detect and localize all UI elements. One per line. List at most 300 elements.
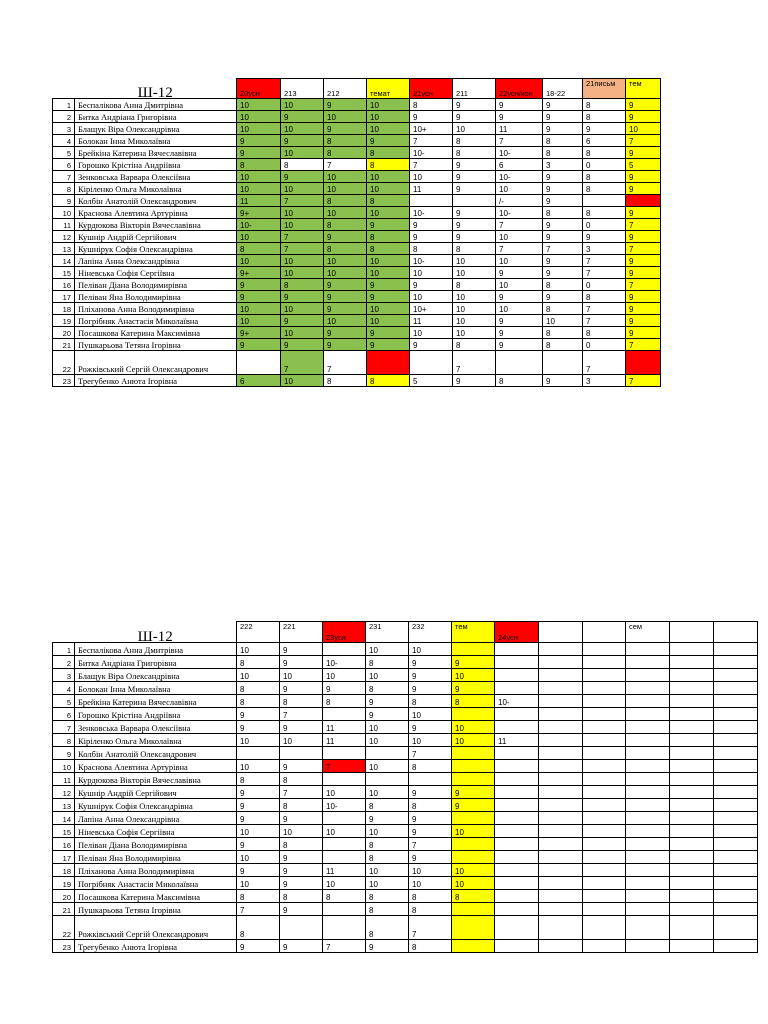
grade-cell[interactable] bbox=[670, 708, 714, 721]
grade-cell[interactable]: 8 bbox=[281, 159, 324, 171]
column-header[interactable]: 21письм bbox=[583, 79, 626, 99]
grade-cell[interactable]: 9 bbox=[626, 111, 661, 123]
row-number[interactable]: 18 bbox=[53, 303, 75, 315]
grade-cell[interactable]: 8 bbox=[583, 111, 626, 123]
grade-cell[interactable]: 8 bbox=[366, 916, 409, 940]
grade-cell[interactable] bbox=[495, 747, 539, 760]
grade-cell[interactable]: 9 bbox=[367, 339, 410, 351]
grade-cell[interactable] bbox=[495, 877, 539, 890]
row-number[interactable]: 6 bbox=[53, 159, 75, 171]
grade-cell[interactable] bbox=[626, 734, 670, 747]
grade-cell[interactable]: 10- bbox=[496, 207, 543, 219]
grade-cell[interactable]: 11 bbox=[496, 123, 543, 135]
grade-cell[interactable] bbox=[670, 890, 714, 903]
grade-cell[interactable]: 10 bbox=[410, 267, 453, 279]
grade-cell[interactable]: 9 bbox=[452, 786, 495, 799]
grade-cell[interactable]: 8 bbox=[280, 890, 323, 903]
grade-cell[interactable] bbox=[670, 656, 714, 669]
grade-cell[interactable]: 9 bbox=[410, 279, 453, 291]
column-header[interactable]: 21усн bbox=[410, 79, 453, 99]
row-number[interactable]: 23 bbox=[53, 375, 75, 387]
grade-cell[interactable] bbox=[539, 799, 583, 812]
row-number[interactable]: 19 bbox=[53, 315, 75, 327]
grade-cell[interactable] bbox=[539, 877, 583, 890]
student-name[interactable]: Погрібняк Анастасія Миколаївна bbox=[75, 315, 237, 327]
grade-cell[interactable]: 10 bbox=[323, 877, 366, 890]
grade-cell[interactable]: 10- bbox=[410, 207, 453, 219]
row-number[interactable]: 8 bbox=[53, 183, 75, 195]
grade-cell[interactable]: 9 bbox=[409, 851, 452, 864]
grade-cell[interactable]: 10 bbox=[237, 99, 281, 111]
grade-cell[interactable]: 10 bbox=[237, 231, 281, 243]
student-name[interactable]: Краснова Алевтина Артурівна bbox=[75, 760, 237, 773]
grade-cell[interactable]: 8 bbox=[496, 375, 543, 387]
grade-cell[interactable] bbox=[626, 656, 670, 669]
student-name[interactable]: Блащук Віра Олександрівна bbox=[75, 123, 237, 135]
grade-cell[interactable] bbox=[539, 838, 583, 851]
row-number[interactable]: 17 bbox=[53, 851, 75, 864]
grade-cell[interactable]: 9 bbox=[237, 838, 280, 851]
student-name[interactable]: Беспалікова Анна Дмитрівна bbox=[75, 643, 237, 656]
row-number[interactable]: 7 bbox=[53, 721, 75, 734]
grade-cell[interactable] bbox=[323, 747, 366, 760]
grade-cell[interactable]: 9 bbox=[280, 851, 323, 864]
grade-cell[interactable]: 9 bbox=[453, 159, 496, 171]
grade-cell[interactable]: 8 bbox=[543, 147, 583, 159]
grade-cell[interactable] bbox=[626, 669, 670, 682]
grade-cell[interactable]: 9 bbox=[543, 99, 583, 111]
grade-cell[interactable]: 10 bbox=[409, 643, 452, 656]
grade-cell[interactable]: 9 bbox=[626, 315, 661, 327]
grade-cell[interactable]: 9 bbox=[366, 812, 409, 825]
grade-cell[interactable]: 9 bbox=[583, 231, 626, 243]
grade-cell[interactable]: 8 bbox=[366, 851, 409, 864]
grade-cell[interactable]: 9 bbox=[453, 171, 496, 183]
row-number[interactable]: 7 bbox=[53, 171, 75, 183]
student-name[interactable]: Болокан Інна Миколаївна bbox=[75, 135, 237, 147]
grade-cell[interactable]: 10 bbox=[496, 231, 543, 243]
grade-cell[interactable] bbox=[539, 760, 583, 773]
grade-cell[interactable]: 10 bbox=[367, 315, 410, 327]
grade-cell[interactable] bbox=[626, 877, 670, 890]
grade-cell[interactable]: 9 bbox=[237, 291, 281, 303]
grade-cell[interactable]: 10- bbox=[410, 255, 453, 267]
grade-cell[interactable] bbox=[495, 864, 539, 877]
grade-cell[interactable]: 9 bbox=[237, 147, 281, 159]
grade-cell[interactable]: 10- bbox=[323, 799, 366, 812]
grade-cell[interactable]: 8 bbox=[367, 159, 410, 171]
grade-cell[interactable]: 5 bbox=[626, 159, 661, 171]
grade-cell[interactable]: 8 bbox=[324, 219, 367, 231]
grade-cell[interactable]: 9 bbox=[323, 682, 366, 695]
grade-cell[interactable] bbox=[714, 669, 758, 682]
row-number[interactable]: 13 bbox=[53, 243, 75, 255]
grade-cell[interactable]: 10 bbox=[237, 760, 280, 773]
grade-cell[interactable]: 10 bbox=[409, 708, 452, 721]
row-number[interactable]: 22 bbox=[53, 351, 75, 375]
grade-cell[interactable]: 10 bbox=[409, 877, 452, 890]
grade-cell[interactable] bbox=[714, 682, 758, 695]
grade-cell[interactable] bbox=[539, 695, 583, 708]
grade-cell[interactable] bbox=[626, 838, 670, 851]
grade-cell[interactable]: 8 bbox=[410, 99, 453, 111]
column-header[interactable]: 232 bbox=[409, 622, 452, 643]
student-name[interactable]: Кіріленко Ольга Миколаївна bbox=[75, 183, 237, 195]
student-name[interactable]: Трегубенко Анюта Ігорівна bbox=[75, 375, 237, 387]
row-number[interactable]: 12 bbox=[53, 231, 75, 243]
grade-cell[interactable]: 7 bbox=[281, 243, 324, 255]
column-header[interactable]: 221 bbox=[280, 622, 323, 643]
grade-cell[interactable]: 8 bbox=[237, 890, 280, 903]
row-number[interactable]: 14 bbox=[53, 255, 75, 267]
grade-cell[interactable] bbox=[714, 877, 758, 890]
grade-cell[interactable]: 9 bbox=[366, 940, 409, 953]
grade-cell[interactable]: 10 bbox=[410, 327, 453, 339]
grade-cell[interactable] bbox=[583, 786, 626, 799]
grade-cell[interactable]: 10 bbox=[453, 327, 496, 339]
grade-cell[interactable]: 8 bbox=[237, 682, 280, 695]
grade-cell[interactable]: 7 bbox=[496, 243, 543, 255]
grade-cell[interactable]: 10 bbox=[367, 303, 410, 315]
grade-cell[interactable] bbox=[543, 351, 583, 375]
row-number[interactable]: 1 bbox=[53, 643, 75, 656]
grade-cell[interactable]: 10 bbox=[366, 760, 409, 773]
grade-cell[interactable]: 9 bbox=[543, 183, 583, 195]
grade-cell[interactable]: 9+ bbox=[237, 207, 281, 219]
grade-cell[interactable]: 7 bbox=[583, 255, 626, 267]
student-name[interactable]: Горошко Крістіна Андріївна bbox=[75, 159, 237, 171]
grade-cell[interactable] bbox=[323, 708, 366, 721]
grade-cell[interactable]: 9 bbox=[324, 99, 367, 111]
student-name[interactable]: Зенковська Варвара Олексіївна bbox=[75, 171, 237, 183]
grade-cell[interactable] bbox=[626, 864, 670, 877]
grade-cell[interactable]: 10 bbox=[496, 279, 543, 291]
grade-cell[interactable]: 3 bbox=[583, 243, 626, 255]
grade-cell[interactable]: 0 bbox=[583, 159, 626, 171]
grade-cell[interactable]: 10 bbox=[367, 111, 410, 123]
grade-cell[interactable] bbox=[452, 916, 495, 940]
grade-cell[interactable]: 7 bbox=[626, 279, 661, 291]
grade-cell[interactable]: 10 bbox=[280, 734, 323, 747]
student-name[interactable]: Посашкова Катерина Максимівна bbox=[75, 327, 237, 339]
grade-cell[interactable]: 9+ bbox=[237, 267, 281, 279]
grade-cell[interactable]: 9 bbox=[626, 267, 661, 279]
grade-cell[interactable]: 7 bbox=[410, 135, 453, 147]
grade-cell[interactable]: 10 bbox=[496, 303, 543, 315]
grade-cell[interactable]: 8 bbox=[367, 231, 410, 243]
grade-cell[interactable]: 10 bbox=[281, 219, 324, 231]
grade-cell[interactable]: 9 bbox=[367, 279, 410, 291]
grade-cell[interactable]: 9 bbox=[583, 123, 626, 135]
grade-cell[interactable]: 10- bbox=[237, 219, 281, 231]
grade-cell[interactable]: 7 bbox=[324, 159, 367, 171]
grade-cell[interactable]: 10 bbox=[324, 267, 367, 279]
grade-cell[interactable] bbox=[495, 721, 539, 734]
grade-cell[interactable] bbox=[670, 940, 714, 953]
row-number[interactable]: 18 bbox=[53, 864, 75, 877]
column-header[interactable]: сем bbox=[626, 622, 670, 643]
grade-cell[interactable] bbox=[410, 195, 453, 207]
grade-cell[interactable]: 8 bbox=[543, 135, 583, 147]
grade-cell[interactable]: 10 bbox=[324, 207, 367, 219]
grade-cell[interactable] bbox=[626, 760, 670, 773]
grade-cell[interactable] bbox=[670, 682, 714, 695]
grade-cell[interactable]: 9 bbox=[543, 231, 583, 243]
grade-cell[interactable] bbox=[714, 864, 758, 877]
grade-cell[interactable] bbox=[714, 656, 758, 669]
grade-cell[interactable]: 9 bbox=[367, 135, 410, 147]
grade-cell[interactable]: 10 bbox=[281, 183, 324, 195]
grade-cell[interactable]: 10 bbox=[281, 99, 324, 111]
student-name[interactable]: Пушкарьова Тетяна Ігорівна bbox=[75, 339, 237, 351]
grade-cell[interactable]: 9 bbox=[410, 231, 453, 243]
grade-cell[interactable]: 10 bbox=[366, 721, 409, 734]
grade-cell[interactable] bbox=[539, 669, 583, 682]
student-name[interactable]: Пеліван Діана Володимирівна bbox=[75, 838, 237, 851]
student-name[interactable]: Рожківський Сергій Олександрович bbox=[75, 916, 237, 940]
grade-cell[interactable] bbox=[626, 825, 670, 838]
grade-cell[interactable]: 10 bbox=[237, 123, 281, 135]
grade-cell[interactable] bbox=[495, 682, 539, 695]
student-name[interactable]: Брейкіна Катерина Вячеславівна bbox=[75, 147, 237, 159]
grade-cell[interactable] bbox=[714, 940, 758, 953]
grade-cell[interactable]: 8 bbox=[366, 799, 409, 812]
student-name[interactable]: Беспалікова Анна Дмитрівна bbox=[75, 99, 237, 111]
grade-cell[interactable]: 9 bbox=[409, 721, 452, 734]
grade-cell[interactable]: 7 bbox=[323, 760, 366, 773]
grade-cell[interactable]: 8 bbox=[543, 279, 583, 291]
grade-cell[interactable] bbox=[323, 838, 366, 851]
grade-cell[interactable]: 8 bbox=[237, 243, 281, 255]
grade-cell[interactable]: 9 bbox=[324, 339, 367, 351]
grade-cell[interactable]: 9 bbox=[626, 99, 661, 111]
grade-cell[interactable]: 10 bbox=[410, 171, 453, 183]
student-name[interactable]: Краснова Алевтина Артурівна bbox=[75, 207, 237, 219]
row-number[interactable]: 5 bbox=[53, 695, 75, 708]
grade-cell[interactable]: 10 bbox=[366, 734, 409, 747]
student-name[interactable]: Кушнірук Софія Олександрівна bbox=[75, 243, 237, 255]
column-header[interactable]: 212 bbox=[324, 79, 367, 99]
grade-cell[interactable] bbox=[626, 643, 670, 656]
student-name[interactable]: Кушнір Андрій Сергійович bbox=[75, 786, 237, 799]
grade-cell[interactable] bbox=[583, 799, 626, 812]
grade-cell[interactable]: 7 bbox=[496, 135, 543, 147]
grade-cell[interactable]: 10 bbox=[453, 291, 496, 303]
grade-cell[interactable]: 10 bbox=[452, 825, 495, 838]
grade-cell[interactable] bbox=[539, 940, 583, 953]
grade-cell[interactable]: 8 bbox=[280, 838, 323, 851]
grade-cell[interactable]: 0 bbox=[583, 339, 626, 351]
grade-cell[interactable]: 11 bbox=[323, 734, 366, 747]
grade-cell[interactable] bbox=[495, 851, 539, 864]
grade-cell[interactable]: 7 bbox=[323, 940, 366, 953]
student-name[interactable]: Горошко Крістіна Андріївна bbox=[75, 708, 237, 721]
grade-cell[interactable]: 10- bbox=[410, 147, 453, 159]
column-header[interactable]: тем bbox=[452, 622, 495, 643]
grade-cell[interactable] bbox=[237, 351, 281, 375]
column-header[interactable]: 211 bbox=[453, 79, 496, 99]
grade-cell[interactable] bbox=[583, 773, 626, 786]
grade-cell[interactable]: 10 bbox=[281, 207, 324, 219]
grade-cell[interactable] bbox=[626, 940, 670, 953]
grade-cell[interactable]: 9 bbox=[237, 812, 280, 825]
grade-cell[interactable] bbox=[539, 786, 583, 799]
row-number[interactable]: 9 bbox=[53, 747, 75, 760]
grade-cell[interactable] bbox=[495, 903, 539, 916]
grade-cell[interactable]: 7 bbox=[583, 315, 626, 327]
grade-cell[interactable]: 9 bbox=[410, 111, 453, 123]
grade-cell[interactable] bbox=[670, 786, 714, 799]
row-number[interactable]: 4 bbox=[53, 135, 75, 147]
grade-cell[interactable]: 10 bbox=[324, 183, 367, 195]
grade-cell[interactable]: 9 bbox=[626, 303, 661, 315]
grade-cell[interactable]: 7 bbox=[280, 708, 323, 721]
grade-cell[interactable]: 9 bbox=[496, 267, 543, 279]
grade-cell[interactable]: 9 bbox=[452, 799, 495, 812]
grade-cell[interactable]: 5 bbox=[410, 375, 453, 387]
grade-cell[interactable]: 9 bbox=[237, 339, 281, 351]
column-header[interactable] bbox=[714, 622, 758, 643]
grade-cell[interactable] bbox=[452, 747, 495, 760]
grade-cell[interactable] bbox=[583, 721, 626, 734]
grade-cell[interactable] bbox=[583, 916, 626, 940]
grade-cell[interactable] bbox=[495, 812, 539, 825]
grade-cell[interactable] bbox=[626, 195, 661, 207]
grade-cell[interactable] bbox=[495, 760, 539, 773]
grade-cell[interactable]: 8 bbox=[366, 890, 409, 903]
grade-cell[interactable]: 9 bbox=[453, 99, 496, 111]
grade-cell[interactable]: 8 bbox=[366, 903, 409, 916]
grade-cell[interactable] bbox=[583, 825, 626, 838]
row-number[interactable]: 21 bbox=[53, 339, 75, 351]
grade-cell[interactable] bbox=[626, 916, 670, 940]
grade-cell[interactable]: 8 bbox=[409, 799, 452, 812]
grade-cell[interactable] bbox=[583, 940, 626, 953]
grade-cell[interactable] bbox=[539, 773, 583, 786]
student-name[interactable]: Курдюкова Вікторія Вячеславівна bbox=[75, 219, 237, 231]
grade-cell[interactable]: 9 bbox=[453, 207, 496, 219]
grade-cell[interactable]: 8 bbox=[583, 171, 626, 183]
grade-cell[interactable]: 9 bbox=[626, 231, 661, 243]
grade-cell[interactable] bbox=[714, 734, 758, 747]
grade-cell[interactable] bbox=[583, 643, 626, 656]
grade-cell[interactable] bbox=[714, 825, 758, 838]
grade-cell[interactable]: 10- bbox=[496, 171, 543, 183]
student-name[interactable]: Пеліван Яна Володимирівна bbox=[75, 291, 237, 303]
grade-cell[interactable]: 6 bbox=[583, 135, 626, 147]
grade-cell[interactable] bbox=[366, 747, 409, 760]
grade-cell[interactable]: 9 bbox=[626, 327, 661, 339]
grade-cell[interactable] bbox=[495, 940, 539, 953]
grade-cell[interactable]: 8 bbox=[452, 695, 495, 708]
column-header[interactable] bbox=[583, 622, 626, 643]
grade-cell[interactable]: 8 bbox=[237, 695, 280, 708]
row-number[interactable]: 4 bbox=[53, 682, 75, 695]
grade-cell[interactable]: 9 bbox=[281, 291, 324, 303]
grade-cell[interactable] bbox=[583, 864, 626, 877]
grade-cell[interactable]: 10 bbox=[281, 327, 324, 339]
student-name[interactable]: Колбін Анатолій Олександрович bbox=[75, 747, 237, 760]
grade-cell[interactable] bbox=[714, 851, 758, 864]
grade-cell[interactable] bbox=[452, 812, 495, 825]
column-header[interactable]: 23усн bbox=[323, 622, 366, 643]
student-name[interactable]: Кіріленко Ольга Миколаївна bbox=[75, 734, 237, 747]
grade-cell[interactable]: 9 bbox=[280, 721, 323, 734]
grade-cell[interactable]: 8 bbox=[543, 327, 583, 339]
grade-cell[interactable]: 8 bbox=[452, 890, 495, 903]
grade-cell[interactable] bbox=[323, 643, 366, 656]
grade-cell[interactable] bbox=[495, 825, 539, 838]
grade-cell[interactable] bbox=[583, 851, 626, 864]
grade-cell[interactable]: 11 bbox=[323, 864, 366, 877]
grade-cell[interactable]: 10 bbox=[281, 147, 324, 159]
grade-cell[interactable]: 10 bbox=[453, 315, 496, 327]
grade-cell[interactable] bbox=[626, 786, 670, 799]
grade-cell[interactable]: 7 bbox=[409, 747, 452, 760]
grade-cell[interactable] bbox=[626, 851, 670, 864]
grade-cell[interactable]: 10 bbox=[323, 825, 366, 838]
row-number[interactable]: 3 bbox=[53, 123, 75, 135]
grade-cell[interactable]: 9 bbox=[496, 99, 543, 111]
grade-cell[interactable] bbox=[626, 799, 670, 812]
grade-cell[interactable] bbox=[583, 903, 626, 916]
grade-cell[interactable]: 10 bbox=[367, 183, 410, 195]
row-number[interactable]: 11 bbox=[53, 773, 75, 786]
grade-cell[interactable]: /- bbox=[496, 195, 543, 207]
grade-cell[interactable] bbox=[670, 838, 714, 851]
grade-cell[interactable]: 9 bbox=[237, 864, 280, 877]
grade-cell[interactable]: 9 bbox=[409, 682, 452, 695]
student-name[interactable]: Кушнірук Софія Олександрівна bbox=[75, 799, 237, 812]
grade-cell[interactable]: 10 bbox=[453, 267, 496, 279]
grade-cell[interactable] bbox=[670, 877, 714, 890]
row-number[interactable]: 11 bbox=[53, 219, 75, 231]
grade-cell[interactable]: 7 bbox=[626, 375, 661, 387]
grade-cell[interactable] bbox=[626, 708, 670, 721]
grade-cell[interactable] bbox=[366, 773, 409, 786]
grade-cell[interactable]: 0 bbox=[583, 279, 626, 291]
grade-cell[interactable]: 9 bbox=[543, 171, 583, 183]
grade-cell[interactable]: 8 bbox=[453, 135, 496, 147]
row-number[interactable]: 19 bbox=[53, 877, 75, 890]
grade-cell[interactable]: 9 bbox=[409, 825, 452, 838]
grade-cell[interactable] bbox=[539, 656, 583, 669]
grade-cell[interactable] bbox=[583, 812, 626, 825]
grade-cell[interactable]: 9 bbox=[543, 375, 583, 387]
grade-cell[interactable]: 3 bbox=[543, 159, 583, 171]
grade-cell[interactable]: 9 bbox=[281, 315, 324, 327]
grade-cell[interactable]: 10 bbox=[409, 864, 452, 877]
grade-cell[interactable]: 9 bbox=[453, 111, 496, 123]
grade-cell[interactable]: 8 bbox=[237, 159, 281, 171]
grade-cell[interactable]: 10 bbox=[237, 734, 280, 747]
row-number[interactable]: 15 bbox=[53, 267, 75, 279]
grade-cell[interactable]: 9 bbox=[280, 760, 323, 773]
grade-cell[interactable]: 10 bbox=[281, 123, 324, 135]
grade-cell[interactable]: 10 bbox=[410, 291, 453, 303]
grade-cell[interactable]: 7 bbox=[237, 903, 280, 916]
grade-cell[interactable] bbox=[583, 877, 626, 890]
row-number[interactable]: 14 bbox=[53, 812, 75, 825]
grade-cell[interactable]: 10 bbox=[237, 877, 280, 890]
grade-cell[interactable] bbox=[670, 773, 714, 786]
grade-cell[interactable]: 8 bbox=[366, 656, 409, 669]
grade-cell[interactable]: 8 bbox=[367, 375, 410, 387]
grade-cell[interactable]: 9 bbox=[453, 219, 496, 231]
grade-cell[interactable]: 10 bbox=[367, 255, 410, 267]
student-name[interactable]: Кушнір Андрій Сергійович bbox=[75, 231, 237, 243]
grade-cell[interactable]: 8 bbox=[324, 147, 367, 159]
